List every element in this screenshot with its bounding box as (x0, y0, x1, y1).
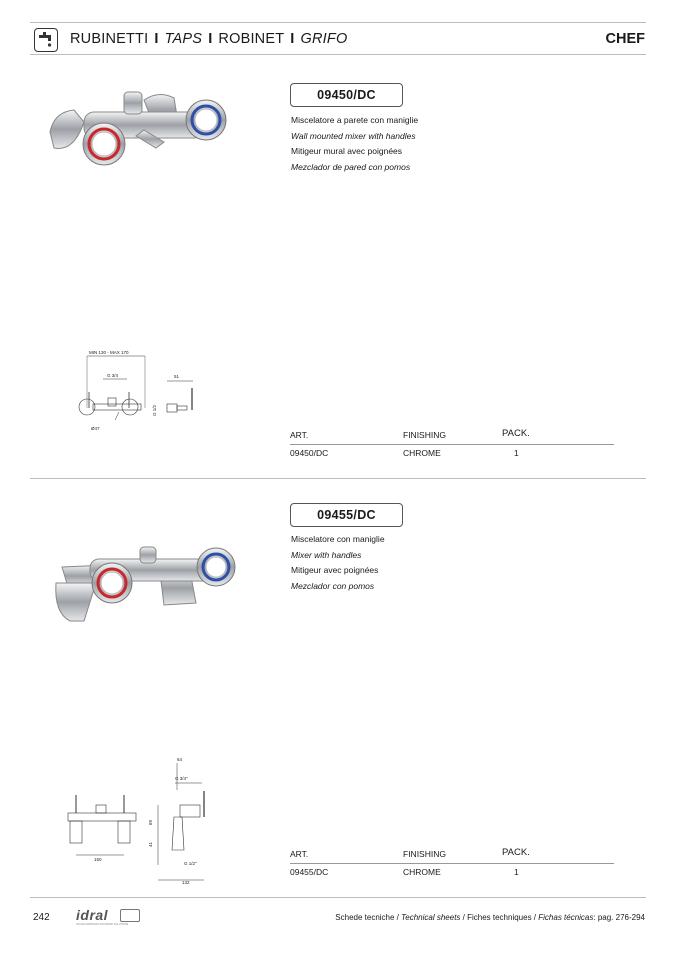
product-photo-deck-mixer (50, 543, 240, 633)
category-it: RUBINETTI (70, 31, 149, 47)
product-code-box: 09455/DC (290, 503, 403, 527)
technical-drawing-wall-mixer (75, 348, 210, 443)
dim-inlet-thread: G 1/2" (184, 861, 197, 866)
brand-label: CHEF (605, 31, 645, 47)
technical-sheets-reference (335, 913, 645, 922)
description-fr: Mitigeur avec poignées (291, 565, 379, 575)
product-table (290, 849, 614, 881)
col-pack-header: PACK. (502, 428, 530, 439)
col-art-header: ART. (290, 849, 309, 859)
dim-depth: 132 (182, 880, 190, 885)
product-description (291, 113, 418, 175)
dim-diameter: Ø47 (91, 426, 100, 431)
category-es: GRIFO (300, 31, 348, 47)
table-header (290, 430, 614, 445)
description-en: Mixer with handles (291, 549, 362, 560)
dim-height-upper: 69 (148, 819, 153, 825)
logo-wave-mark (120, 909, 140, 922)
header-top-rule (30, 22, 646, 23)
description-es: Mezclador de pared con pomos (291, 161, 411, 172)
page-number: 242 (33, 912, 50, 923)
title-separator: I (290, 31, 295, 47)
product-table (290, 430, 614, 462)
table-header (290, 849, 614, 864)
category-fr: ROBINET (218, 31, 285, 47)
dim-height-lower: 41 (148, 841, 153, 847)
col-finishing-header: FINISHING (403, 849, 446, 859)
ref-en: Technical sheets (401, 913, 461, 922)
header-bottom-rule (30, 54, 646, 55)
idral-logo (76, 907, 142, 929)
logo-wordmark: idral (76, 907, 109, 923)
product-photo-wall-mixer (44, 82, 234, 177)
dim-top: 64 (177, 757, 183, 762)
ref-it: Schede tecniche / (335, 913, 402, 922)
cell-pack: 1 (514, 448, 519, 458)
dim-min-max: MIN 130 - MAX 170 (89, 350, 129, 355)
section-divider (30, 478, 646, 479)
ref-es: Fichas técnicas (538, 913, 594, 922)
category-title (70, 31, 347, 47)
description-es: Mezclador con pomos (291, 580, 375, 591)
product-code-box: 09450/DC (290, 83, 403, 107)
table-row (290, 867, 614, 881)
cell-art: 09450/DC (290, 448, 329, 458)
product-description (291, 532, 385, 594)
dim-thread: G 3/4" (175, 776, 188, 781)
tap-category-icon (34, 28, 58, 52)
ref-pages: : pag. 276-294 (593, 913, 645, 922)
col-finishing-header: FINISHING (403, 430, 446, 440)
ref-fr: / Fiches techniques / (460, 913, 539, 922)
title-separator: I (208, 31, 213, 47)
table-row (290, 448, 614, 462)
cell-pack: 1 (514, 867, 519, 877)
cell-finishing: CHROME (403, 867, 441, 877)
dim-side-thread: G 1/2 (152, 404, 157, 416)
description-it: Miscelatore a parete con maniglie (291, 115, 419, 125)
dim-width: 150 (94, 857, 102, 862)
description-fr: Mitigeur mural avec poignées (291, 146, 403, 156)
col-art-header: ART. (290, 430, 309, 440)
description-en: Wall mounted mixer with handles (291, 130, 416, 141)
dim-thread: G 3/4 (107, 373, 119, 378)
category-en: TAPS (164, 31, 203, 47)
cell-finishing: CHROME (403, 448, 441, 458)
title-separator: I (154, 31, 159, 47)
dim-side-depth: 51 (174, 374, 180, 379)
col-pack-header: PACK. (502, 847, 530, 858)
footer-rule (30, 897, 646, 898)
logo-tagline: ITALIAN PARTNER FOR WATER SOLUTIONS (76, 923, 129, 926)
description-it: Miscelatore con maniglie (291, 534, 385, 544)
technical-drawing-deck-mixer (62, 755, 222, 895)
cell-art: 09455/DC (290, 867, 329, 877)
